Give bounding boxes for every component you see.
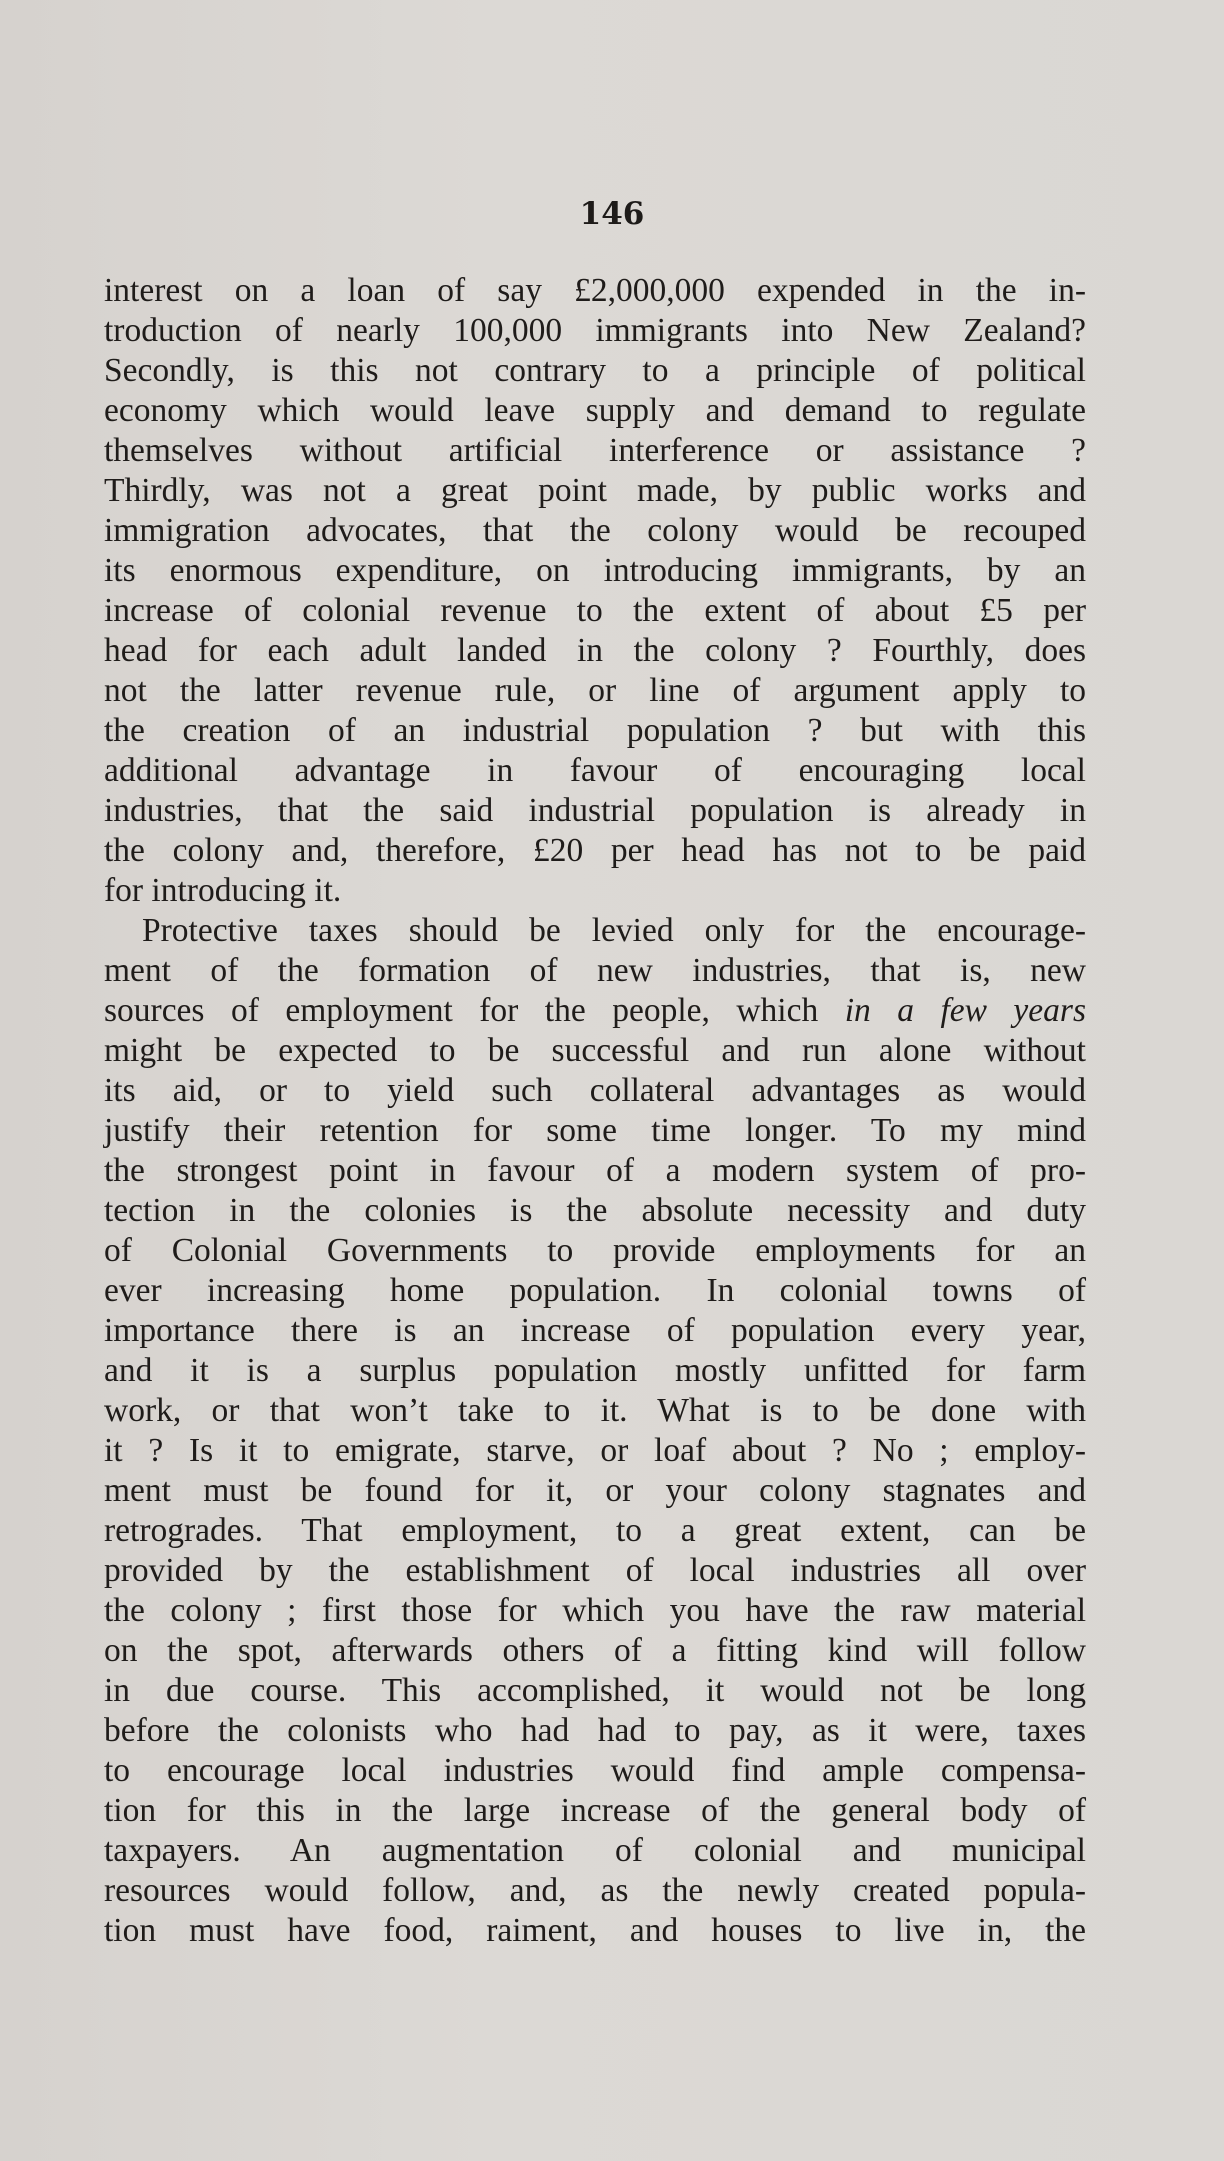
text-line: resources would follow, and, as the newly created popula-: [104, 1872, 1086, 1909]
text-line-with-italic: [104, 991, 1086, 1031]
text-line: before the colonists who had had to pay, as it were, taxes: [104, 1712, 1086, 1749]
italic-phrase: in a few years: [844, 992, 1086, 1029]
text-line: taxpayers. An augmentation of colonial and municipal: [104, 1832, 1086, 1869]
text-line: its enormous expenditure, on introducing immigrants, by an: [104, 552, 1086, 589]
text-line: additional advantage in favour of encouraging local: [104, 752, 1086, 789]
text-line: themselves without artificial interference or assistance ?: [104, 432, 1086, 469]
text-line: and it is a surplus population mostly unfitted for farm: [104, 1352, 1086, 1389]
text-line: might be expected to be successful and run alone without: [104, 1032, 1086, 1069]
text-line: not the latter revenue rule, or line of argument apply to: [104, 672, 1086, 709]
text-line: justify their retention for some time longer. To my mind: [104, 1112, 1086, 1149]
text-line: on the spot, afterwards others of a fitting kind will follow: [104, 1632, 1086, 1669]
text-line: the colony ; first those for which you have the raw material: [104, 1592, 1086, 1629]
text-line: Secondly, is this not contrary to a principle of political: [104, 352, 1086, 389]
text-line: the creation of an industrial population ? but with this: [104, 712, 1086, 749]
text-line: economy which would leave supply and demand to regulate: [104, 392, 1086, 429]
text-line: ment must be found for it, or your colony stagnates and: [104, 1472, 1086, 1509]
text-line: tion must have food, raiment, and houses to live in, the: [104, 1912, 1086, 1949]
text-segment: sources of employment for the people, which: [104, 992, 845, 1029]
text-line: in due course. This accomplished, it would not be long: [104, 1672, 1086, 1709]
text-line: industries, that the said industrial population is already in: [104, 792, 1086, 829]
text-line: tion for this in the large increase of the general body of: [104, 1792, 1086, 1829]
text-line: importance there is an increase of population every year,: [104, 1312, 1086, 1349]
page-number: 146: [579, 196, 645, 232]
text-line: the colony and, therefore, £20 per head has not to be paid: [104, 832, 1086, 869]
text-line: to encourage local industries would find ample compensa-: [104, 1752, 1086, 1789]
text-line: work, or that won’t take to it. What is to be done with: [104, 1392, 1086, 1429]
text-line: its aid, or to yield such collateral advantages as would: [104, 1072, 1086, 1109]
text-line: ment of the formation of new industries, that is, new: [104, 952, 1086, 989]
text-line: increase of colonial revenue to the extent of about £5 per: [104, 592, 1086, 629]
text-line: Thirdly, was not a great point made, by public works and: [104, 472, 1086, 509]
text-line: for introducing it.: [104, 872, 342, 909]
text-line: of Colonial Governments to provide employments for an: [104, 1232, 1086, 1269]
text-line: the strongest point in favour of a modern system of pro-: [104, 1152, 1086, 1189]
text-line: retrogrades. That employment, to a great extent, can be: [104, 1512, 1086, 1549]
text-line: it ? Is it to emigrate, starve, or loaf about ? No ; employ-: [104, 1432, 1086, 1469]
text-line: troduction of nearly 100,000 immigrants into New Zealand?: [104, 312, 1086, 349]
text-line: tection in the colonies is the absolute necessity and duty: [104, 1192, 1086, 1229]
text-line: provided by the establishment of local industries all over: [104, 1552, 1086, 1589]
paragraph-start-line: Protective taxes should be levied only for the encourage-: [142, 912, 1086, 949]
body-text: [104, 271, 1086, 1951]
text-line: interest on a loan of say £2,000,000 expended in the in-: [104, 272, 1086, 309]
text-line: immigration advocates, that the colony would be recouped: [104, 512, 1086, 549]
text-line: ever increasing home population. In colonial towns of: [104, 1272, 1086, 1309]
text-line: head for each adult landed in the colony ? Fourthly, does: [104, 632, 1086, 669]
